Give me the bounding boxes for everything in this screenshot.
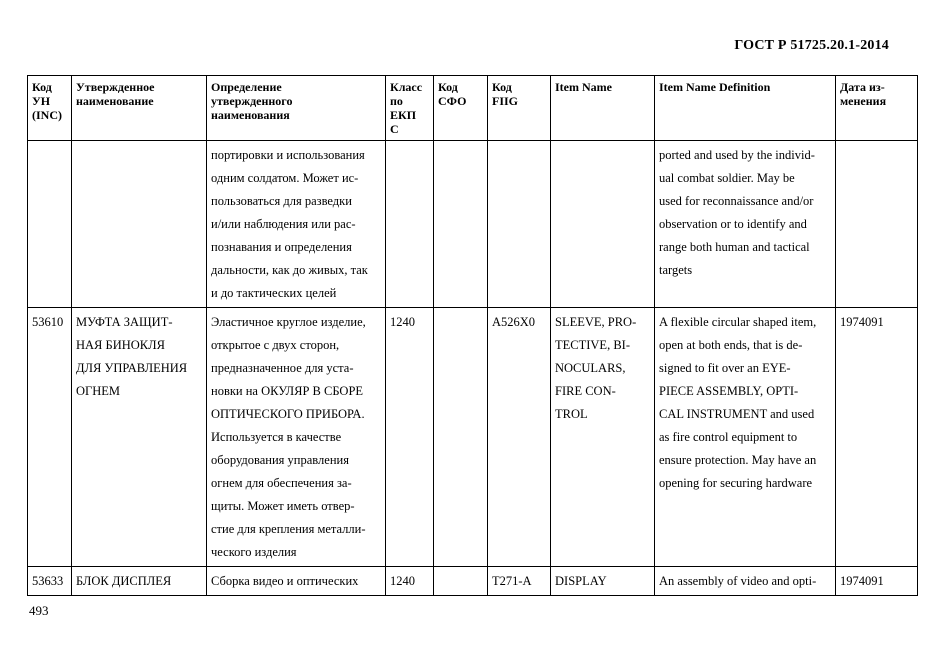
- header-line: ЕКП: [390, 108, 417, 122]
- cell-line: A flexible circular shaped item,: [659, 315, 817, 329]
- cell-line: стие для крепления металли-: [211, 522, 366, 536]
- cell-item-definition: [655, 308, 836, 567]
- cell-item-definition: [655, 141, 836, 308]
- cell-line: Сборка видео и оптических: [211, 574, 359, 588]
- cell-line: НАЯ БИНОКЛЯ: [76, 338, 165, 352]
- cell-line: NOCULARS,: [555, 361, 626, 375]
- catalog-table: [27, 75, 918, 596]
- cell-line: DISPLAY: [555, 574, 607, 588]
- cell-fiig: A526X0: [488, 308, 551, 567]
- header-item-name: [551, 76, 655, 141]
- cell-line: ДЛЯ УПРАВЛЕНИЯ: [76, 361, 188, 375]
- cell-change-date: [836, 141, 918, 308]
- cell-line: пользоваться для разведки: [211, 194, 352, 208]
- header-line: Item Name Definition: [659, 80, 771, 94]
- header-line: наименование: [76, 94, 154, 108]
- cell-item-name: [551, 308, 655, 567]
- cell-class: 1240: [386, 567, 434, 596]
- header-line: Item Name: [555, 80, 612, 94]
- cell-line: Эластичное круглое изделие,: [211, 315, 366, 329]
- header-line: Код: [492, 80, 512, 94]
- cell-definition: [207, 308, 386, 567]
- header-change-date: [836, 76, 918, 141]
- cell-line: портировки и использования: [211, 148, 365, 162]
- cell-line: новки на ОКУЛЯР В СБОРЕ: [211, 384, 364, 398]
- cell-line: observation or to identify and: [659, 217, 807, 231]
- header-sfo: [434, 76, 488, 141]
- table-header-row: [28, 76, 918, 141]
- cell-line: open at both ends, that is de-: [659, 338, 803, 352]
- cell-line: ОПТИЧЕСКОГО ПРИБОРА.: [211, 407, 365, 421]
- cell-line: ported and used by the individ-: [659, 148, 815, 162]
- header-line: Определение: [211, 80, 282, 94]
- cell-line: ensure protection. May have an: [659, 453, 817, 467]
- cell-line: signed to fit over an EYE-: [659, 361, 791, 375]
- cell-line: targets: [659, 263, 693, 277]
- cell-line: TROL: [555, 407, 588, 421]
- cell-definition: [207, 567, 386, 596]
- cell-line: PIECE ASSEMBLY, OPTI-: [659, 384, 799, 398]
- cell-line: познавания и определения: [211, 240, 352, 254]
- cell-line: FIRE CON-: [555, 384, 616, 398]
- header-class: [386, 76, 434, 141]
- cell-line: открытое с двух сторон,: [211, 338, 340, 352]
- cell-line: МУФТА ЗАЩИТ-: [76, 315, 173, 329]
- header-line: наименования: [211, 108, 290, 122]
- cell-line: range both human and tactical: [659, 240, 810, 254]
- cell-change-date: 1974091: [836, 308, 918, 567]
- header-line: FIIG: [492, 94, 519, 108]
- page-number: 493: [29, 603, 49, 618]
- cell-fiig: T271-A: [488, 567, 551, 596]
- cell-sfo: [434, 308, 488, 567]
- cell-sfo: [434, 141, 488, 308]
- cell-class: [386, 141, 434, 308]
- cell-line: ческого изделия: [211, 545, 297, 559]
- cell-line: и до тактических целей: [211, 286, 337, 300]
- cell-class: 1240: [386, 308, 434, 567]
- cell-item-name: [551, 567, 655, 596]
- cell-line: as fire control equipment to: [659, 430, 798, 444]
- table-row: [28, 308, 918, 567]
- header-item-definition: [655, 76, 836, 141]
- cell-line: и/или наблюдения или рас-: [211, 217, 356, 231]
- header-approved-name: [72, 76, 207, 141]
- cell-line: Используется в качестве: [211, 430, 342, 444]
- table-row: [28, 141, 918, 308]
- cell-line: ОГНЕМ: [76, 384, 121, 398]
- cell-line: used for reconnaissance and/or: [659, 194, 814, 208]
- header-line: утвержденного: [211, 94, 293, 108]
- header-line: Класс: [390, 80, 423, 94]
- cell-line: оборудования управления: [211, 453, 349, 467]
- document-title: ГОСТ Р 51725.20.1-2014: [734, 38, 889, 53]
- cell-line: предназначенное для уста-: [211, 361, 354, 375]
- header-line: менения: [840, 94, 887, 108]
- cell-inc: [28, 141, 72, 308]
- cell-line: ual combat soldier. May be: [659, 171, 795, 185]
- cell-change-date: 1974091: [836, 567, 918, 596]
- cell-approved-name: [72, 141, 207, 308]
- cell-approved-name: [72, 567, 207, 596]
- header-line: Код: [32, 80, 52, 94]
- header-line: Утвержденное: [76, 80, 155, 94]
- cell-item-name: [551, 141, 655, 308]
- cell-line: щиты. Может иметь отвер-: [211, 499, 355, 513]
- header-line: УН: [32, 94, 51, 108]
- cell-definition: [207, 141, 386, 308]
- header-inc: [28, 76, 72, 141]
- header-line: СФО: [438, 94, 467, 108]
- cell-approved-name: [72, 308, 207, 567]
- cell-line: CAL INSTRUMENT and used: [659, 407, 815, 421]
- cell-sfo: [434, 567, 488, 596]
- header-line: Дата из-: [840, 80, 885, 94]
- header-line: Код: [438, 80, 458, 94]
- header-fiig: [488, 76, 551, 141]
- header-line: С: [390, 122, 399, 136]
- cell-line: огнем для обеспечения за-: [211, 476, 352, 490]
- cell-line: дальности, как до живых, так: [211, 263, 368, 277]
- header-line: (INC): [32, 108, 62, 122]
- cell-inc: 53633: [28, 567, 72, 596]
- cell-inc: 53610: [28, 308, 72, 567]
- cell-line: TECTIVE, BI-: [555, 338, 630, 352]
- header-definition: [207, 76, 386, 141]
- cell-line: opening for securing hardware: [659, 476, 813, 490]
- header-line: по: [390, 94, 403, 108]
- cell-line: SLEEVE, PRO-: [555, 315, 637, 329]
- cell-line: An assembly of video and opti-: [659, 574, 817, 588]
- cell-fiig: [488, 141, 551, 308]
- cell-item-definition: [655, 567, 836, 596]
- cell-line: БЛОК ДИСПЛЕЯ: [76, 574, 172, 588]
- table-row: [28, 567, 918, 596]
- cell-line: одним солдатом. Может ис-: [211, 171, 359, 185]
